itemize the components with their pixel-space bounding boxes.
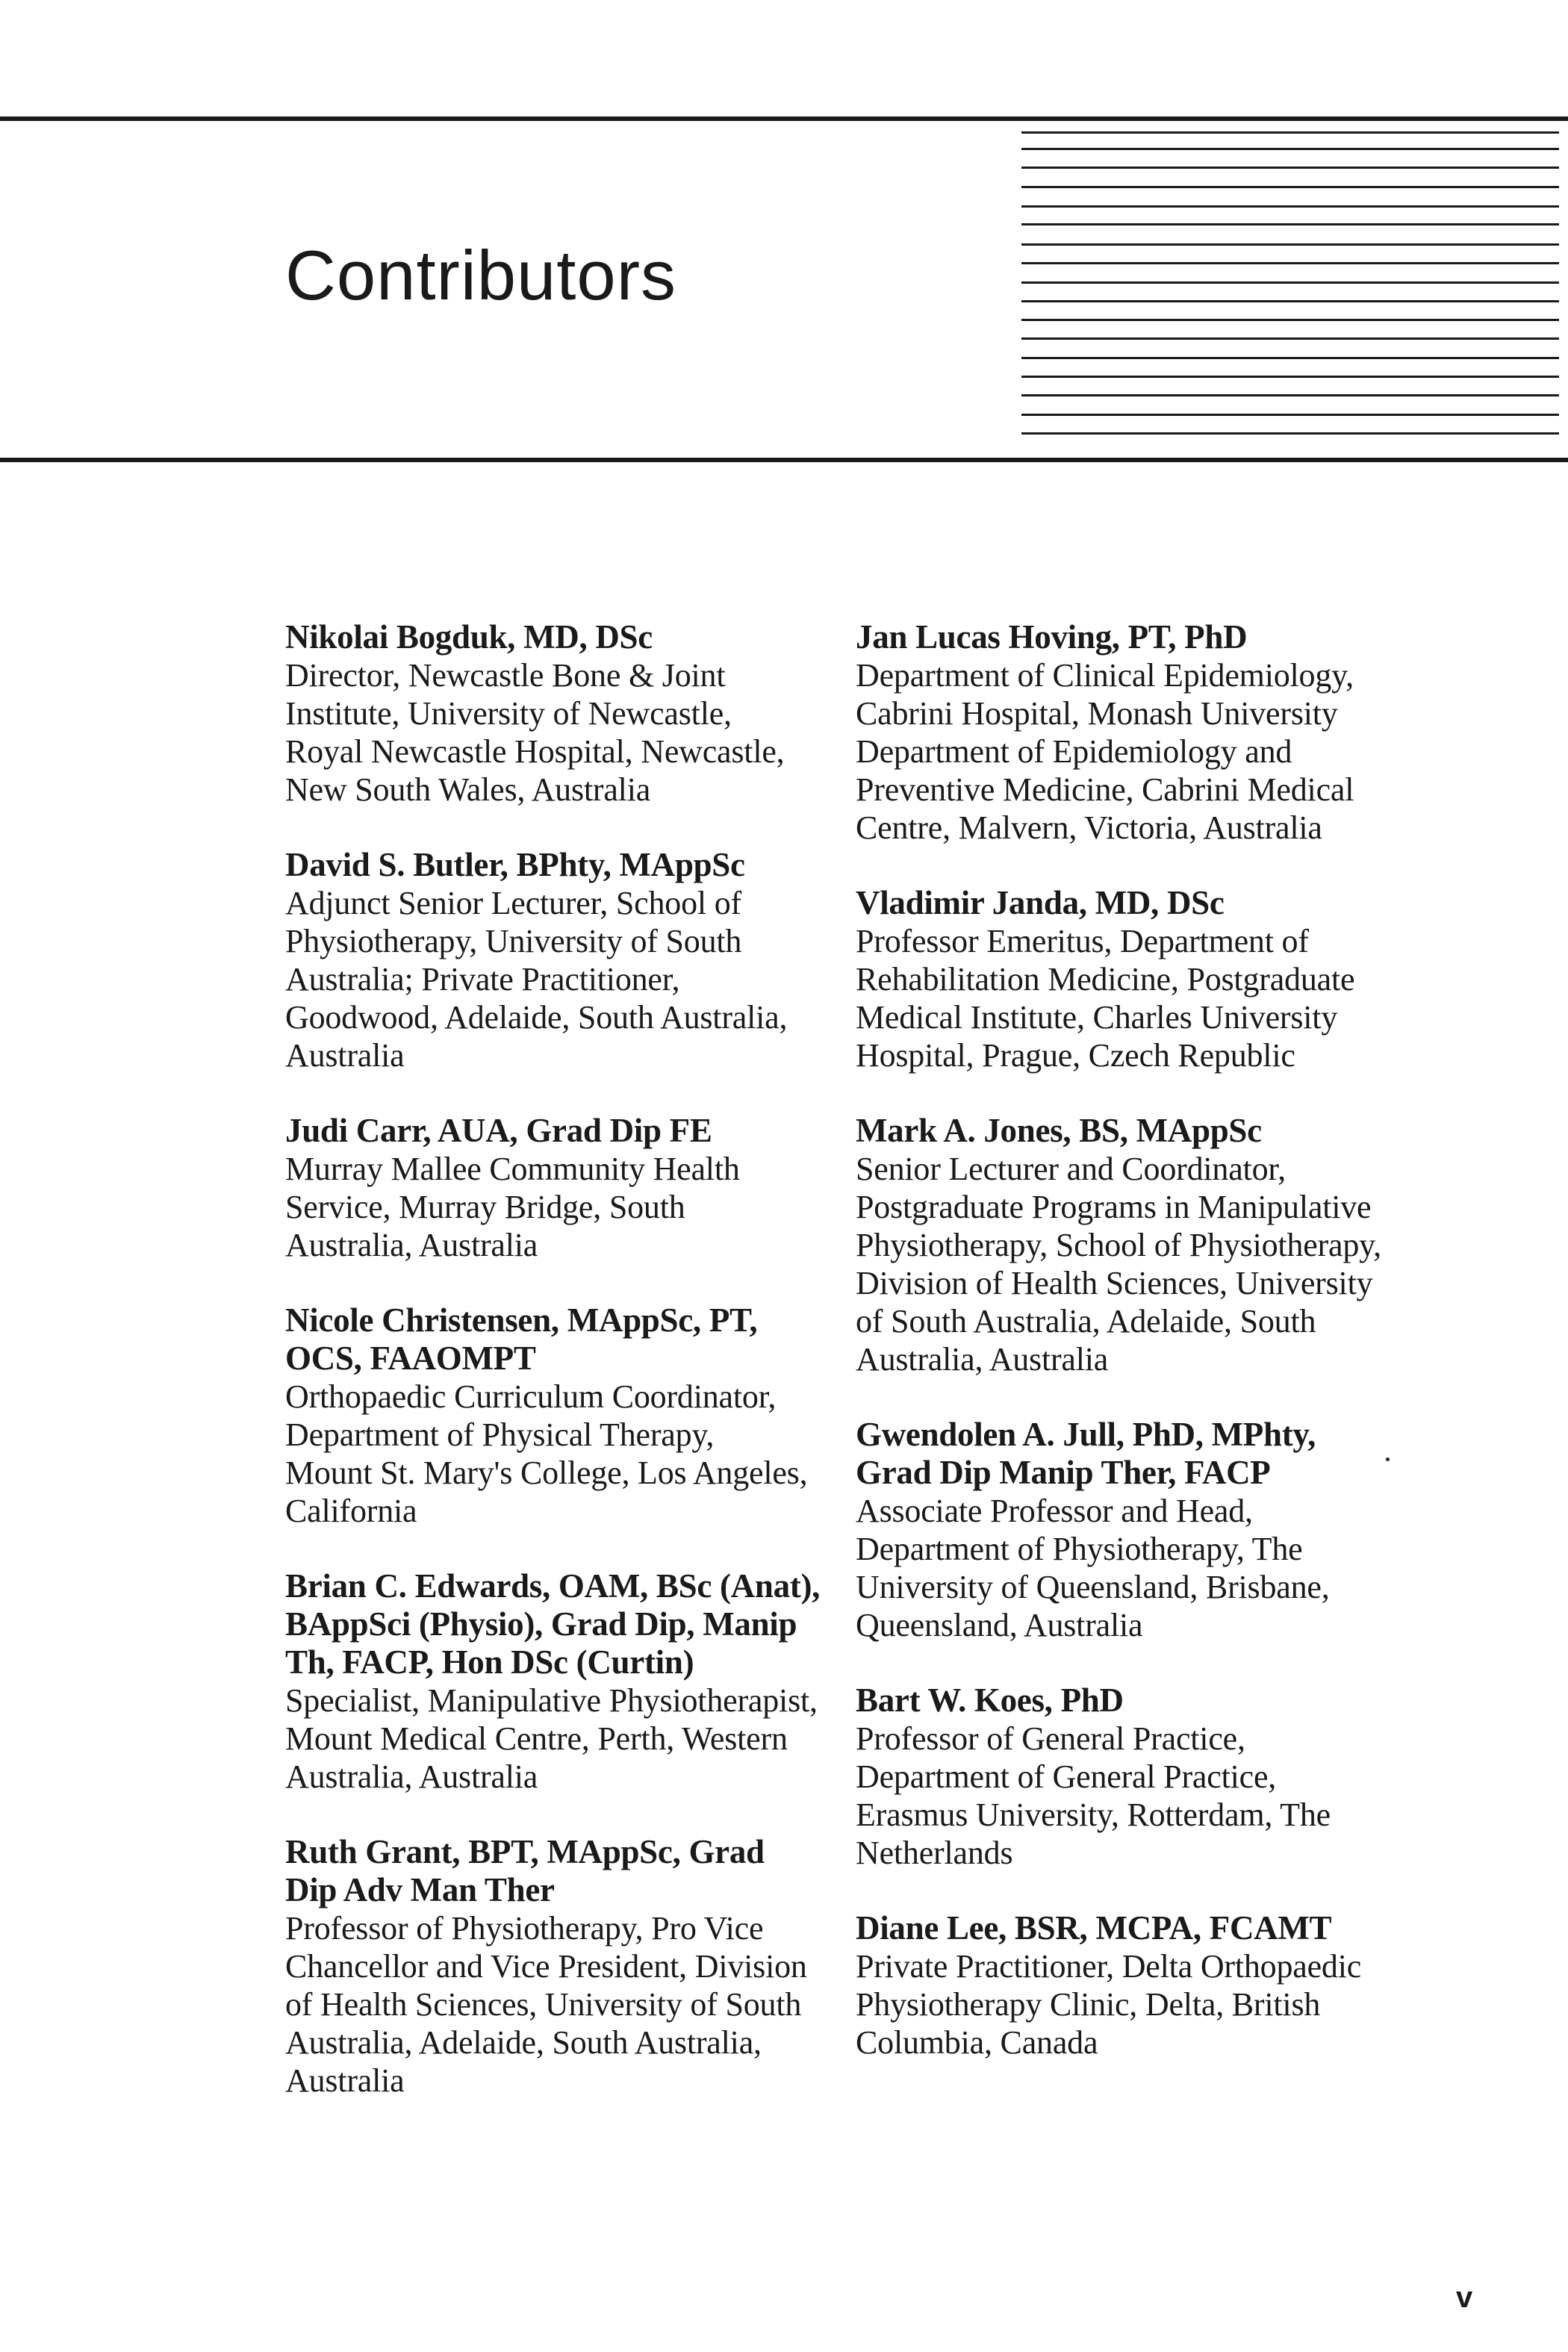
contributor-name: Judi Carr, AUA, Grad Dip FE [285, 1112, 712, 1149]
contributor-affiliation: Australia [285, 2062, 405, 2099]
contributor-affiliation: Physiotherapy, University of South [285, 923, 742, 959]
stripe-line [1021, 281, 1559, 284]
contributor-name: Gwendolen A. Jull, PhD, MPhty, [856, 1416, 1316, 1453]
contributor-affiliation: Preventive Medicine, Cabrini Medical [856, 771, 1354, 808]
contributor-affiliation: Rehabilitation Medicine, Postgraduate [856, 961, 1355, 998]
bottom-rule [0, 458, 1568, 462]
contributor-name: Jan Lucas Hoving, PT, PhD [856, 618, 1248, 656]
right-column [856, 618, 1423, 2099]
contributor-name: Nicole Christensen, MAppSc, PT, [285, 1301, 758, 1339]
stripe-line [1021, 243, 1559, 246]
contributor-affiliation: Medical Institute, Charles University [856, 999, 1338, 1036]
contributor-entry [856, 618, 1423, 847]
contributor-entry [856, 1112, 1423, 1378]
contributor-affiliation: Associate Professor and Head, [856, 1493, 1253, 1529]
contributor-affiliation: California [285, 1493, 417, 1529]
stray-dot [1386, 1457, 1390, 1461]
contributor-affiliation: Australia, Adelaide, South Australia, [285, 2024, 762, 2061]
contributor-affiliation: Specialist, Manipulative Physiotherapist, [285, 1682, 818, 1719]
left-column [285, 618, 838, 2137]
top-rule [0, 116, 1568, 121]
contributor-affiliation: Hospital, Prague, Czech Republic [856, 1037, 1295, 1074]
contributor-affiliation: Mount Medical Centre, Perth, Western [285, 1720, 788, 1757]
contributor-affiliation: Chancellor and Vice President, Division [285, 1948, 807, 1985]
contributor-entry [285, 1567, 838, 1796]
contributor-affiliation: Physiotherapy, School of Physiotherapy, [856, 1227, 1381, 1263]
contributor-name: BAppSci (Physio), Grad Dip, Manip [285, 1605, 797, 1643]
contributor-affiliation: Erasmus University, Rotterdam, The [856, 1796, 1331, 1833]
contributor-affiliation: Cabrini Hospital, Monash University [856, 695, 1338, 732]
contributor-affiliation: Physiotherapy Clinic, Delta, British [856, 1986, 1321, 2023]
contributor-affiliation: Columbia, Canada [856, 2024, 1098, 2061]
contributor-name: Vladimir Janda, MD, DSc [856, 884, 1225, 921]
stripe-line [1021, 337, 1559, 340]
contributor-affiliation: New South Wales, Australia [285, 771, 651, 808]
contributor-name: Ruth Grant, BPT, MAppSc, Grad [285, 1833, 765, 1870]
contributor-affiliation: Netherlands [856, 1835, 1013, 1871]
stripe-line [1021, 186, 1559, 188]
contributor-name: Bart W. Koes, PhD [856, 1681, 1124, 1719]
stripe-line [1021, 357, 1559, 359]
contributor-affiliation: Australia, Australia [856, 1341, 1109, 1378]
stripe-line [1021, 319, 1559, 321]
contributor-name: David S. Butler, BPhty, MAppSc [285, 846, 745, 883]
page-title: Contributors [285, 236, 676, 314]
stripe-line [1021, 432, 1559, 435]
contributor-affiliation: Department of Physiotherapy, The [856, 1531, 1303, 1567]
contributor-name: Grad Dip Manip Ther, FACP [856, 1454, 1271, 1491]
stripe-line [1021, 376, 1559, 378]
contributor-affiliation: Queensland, Australia [856, 1607, 1143, 1643]
contributor-affiliation: Director, Newcastle Bone & Joint [285, 657, 726, 694]
contributor-name: Brian C. Edwards, OAM, BSc (Anat), [285, 1567, 821, 1605]
contributor-affiliation: Australia; Private Practitioner, [285, 961, 680, 998]
contributor-affiliation: Orthopaedic Curriculum Coordinator, [285, 1378, 777, 1415]
stripe-line [1021, 300, 1559, 302]
stripe-line [1021, 131, 1559, 134]
contributor-entry [285, 1112, 838, 1264]
decorative-stripes [1021, 131, 1559, 445]
contributor-affiliation: Department of General Practice, [856, 1758, 1277, 1795]
page-number: v [1456, 2281, 1473, 2314]
contributor-affiliation: Private Practitioner, Delta Orthopaedic [856, 1948, 1362, 1985]
contributor-entry [285, 846, 838, 1074]
contributor-name: Dip Adv Man Ther [285, 1871, 555, 1908]
contributor-affiliation: Service, Murray Bridge, South [285, 1189, 685, 1225]
contributor-name: Nikolai Bogduk, MD, DSc [285, 618, 653, 656]
contributor-affiliation: Department of Epidemiology and [856, 733, 1292, 770]
contributor-affiliation: Professor of General Practice, [856, 1720, 1245, 1757]
contributor-affiliation: of Health Sciences, University of South [285, 1986, 802, 2023]
stripe-line [1021, 205, 1559, 208]
contributor-entry [856, 1416, 1423, 1644]
contributor-affiliation: Department of Physical Therapy, [285, 1416, 715, 1453]
contributor-entry [856, 1909, 1423, 2062]
contributor-name: Th, FACP, Hon DSc (Curtin) [285, 1643, 694, 1681]
stripe-line [1021, 167, 1559, 169]
contributor-affiliation: Division of Health Sciences, University [856, 1265, 1373, 1301]
contributor-entry [285, 1833, 838, 2100]
stripe-line [1021, 223, 1559, 225]
contributor-affiliation: Royal Newcastle Hospital, Newcastle, [285, 733, 785, 770]
contributor-affiliation: Department of Clinical Epidemiology, [856, 657, 1354, 694]
contributor-affiliation: Mount St. Mary's College, Los Angeles, [285, 1455, 808, 1491]
contributor-affiliation: Australia, Australia [285, 1227, 538, 1263]
contributor-affiliation: Australia [285, 1037, 405, 1074]
contributor-affiliation: Professor Emeritus, Department of [856, 923, 1309, 959]
contributor-affiliation: Centre, Malvern, Victoria, Australia [856, 809, 1322, 846]
contributor-entry [856, 1681, 1423, 1872]
contributor-affiliation: Senior Lecturer and Coordinator, [856, 1151, 1286, 1187]
contributor-affiliation: Australia, Australia [285, 1758, 538, 1795]
contributor-entry [285, 618, 838, 809]
contributor-affiliation: Adjunct Senior Lecturer, School of [285, 885, 741, 921]
contributor-affiliation: Institute, University of Newcastle, [285, 695, 732, 732]
stripe-line [1021, 262, 1559, 264]
stripe-line [1021, 414, 1559, 416]
contributor-affiliation: of South Australia, Adelaide, South [856, 1303, 1316, 1340]
contributor-affiliation: University of Queensland, Brisbane, [856, 1569, 1330, 1605]
contributor-affiliation: Postgraduate Programs in Manipulative [856, 1189, 1372, 1225]
contributor-affiliation: Professor of Physiotherapy, Pro Vice [285, 1910, 764, 1947]
contributor-name: OCS, FAAOMPT [285, 1340, 536, 1377]
stripe-line [1021, 394, 1559, 396]
stripe-line [1021, 148, 1559, 150]
contributor-name: Diane Lee, BSR, MCPA, FCAMT [856, 1909, 1332, 1947]
contributor-entry [856, 884, 1423, 1074]
contributor-affiliation: Murray Mallee Community Health [285, 1151, 740, 1187]
contributor-entry [285, 1301, 838, 1530]
contributor-affiliation: Goodwood, Adelaide, South Australia, [285, 999, 788, 1036]
contributor-name: Mark A. Jones, BS, MAppSc [856, 1112, 1262, 1149]
